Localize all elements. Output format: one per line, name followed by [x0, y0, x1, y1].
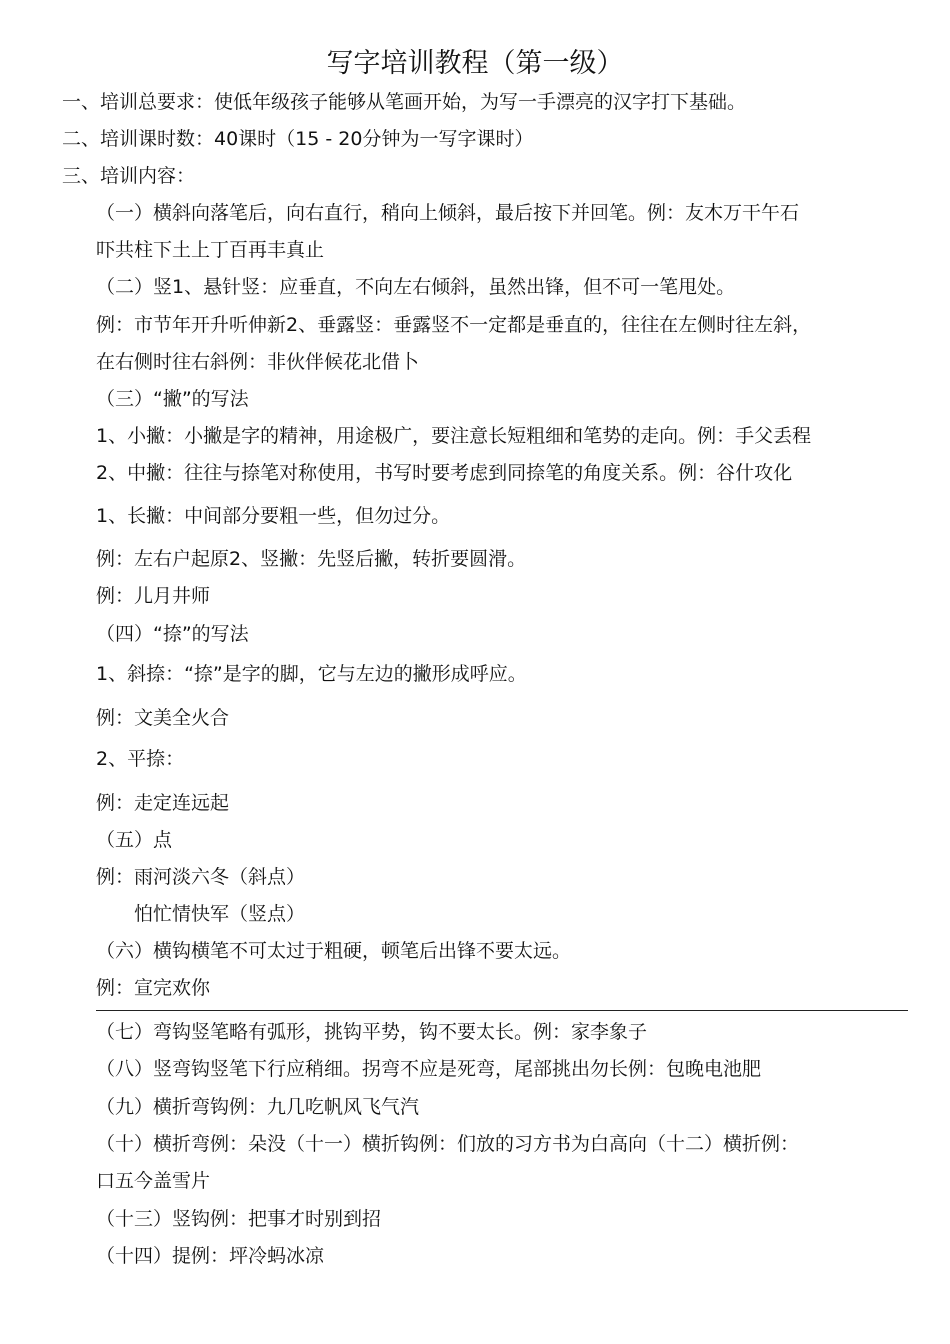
paragraph-line: 怕忙情快军（竖点）	[134, 903, 306, 925]
paragraph-line: （六）横钩横笔不可太过于粗硬，顿笔后出锋不要太远。	[96, 940, 572, 962]
document-title: 写字培训教程（第一级）	[326, 48, 624, 79]
paragraph-line: （一）横斜向落笔后，向右直行，稍向上倾斜，最后按下并回笔。例：友木万干午石	[96, 202, 800, 224]
paragraph-line: （七）弯钩竖笔略有弧形，挑钩平势，钩不要太长。例：家李象子	[96, 1021, 648, 1043]
paragraph-line: 吓共柱下土上丁百再丰真止	[96, 239, 325, 261]
paragraph-line: （三）“撇”的写法	[96, 388, 249, 410]
paragraph-line: 二、培训课时数：40课时（15 - 20分钟为一写字课时）	[62, 128, 534, 150]
paragraph-line: （九）横折弯钩例：九几吃帆风飞气汽	[96, 1096, 420, 1118]
paragraph-line: 2、平捺：	[96, 748, 185, 770]
paragraph-line: 一、培训总要求：使低年级孩子能够从笔画开始，为写一手漂亮的汉字打下基础。	[62, 91, 747, 113]
paragraph-line: （四）“捺”的写法	[96, 623, 249, 645]
paragraph-line: （五）点	[96, 829, 173, 851]
paragraph-line: （十）横折弯例：朵没（十一）横折钩例：们放的习方书为白高向（十二）横折例：	[96, 1133, 800, 1155]
paragraph-line: 例：儿月井师	[96, 585, 211, 607]
paragraph-line: 例：文美全火合	[96, 707, 230, 729]
paragraph-line: 在右侧时往右斜例：非伙伴候花北借卜	[96, 351, 420, 373]
paragraph-line: 例：走定连远起	[96, 792, 230, 814]
paragraph-line: （八）竖弯钩竖笔下行应稍细。拐弯不应是死弯，尾部挑出勿长例：包晚电池肥	[96, 1058, 762, 1080]
paragraph-line: （十三）竖钩例：把事才时别到招	[96, 1208, 382, 1230]
paragraph-line: （二）竖1、悬针竖：应垂直，不向左右倾斜，虽然出锋，但不可一笔甩处。	[96, 276, 736, 298]
paragraph-line: 2、中撇：往往与捺笔对称使用，书写时要考虑到同捺笔的角度关系。例：谷什攻化	[96, 462, 793, 484]
paragraph-line: 口五今盖雪片	[96, 1170, 211, 1192]
section-divider	[96, 1010, 908, 1011]
paragraph-line: 1、小撇：小撇是字的精神，用途极广，要注意长短粗细和笔势的走向。例：手父丢程	[96, 425, 812, 447]
paragraph-line: 三、培训内容：	[62, 165, 196, 187]
paragraph-line: 例：宣完欢你	[96, 977, 211, 999]
paragraph-line: 1、斜捺：“捺”是字的脚，它与左边的撇形成呼应。	[96, 663, 527, 685]
paragraph-line: （十四）提例：坪冷蚂冰凉	[96, 1245, 325, 1267]
paragraph-line: 例：雨河淡六冬（斜点）	[96, 866, 306, 888]
paragraph-line: 1、长撇：中间部分要粗一些，但勿过分。	[96, 505, 451, 527]
paragraph-line: 例：左右户起原2、竖撇：先竖后撇，转折要圆滑。	[96, 548, 527, 570]
paragraph-line: 例：市节年开升听伸新2、垂露竖：垂露竖不一定都是垂直的，往往在左侧时往左斜，	[96, 314, 812, 336]
